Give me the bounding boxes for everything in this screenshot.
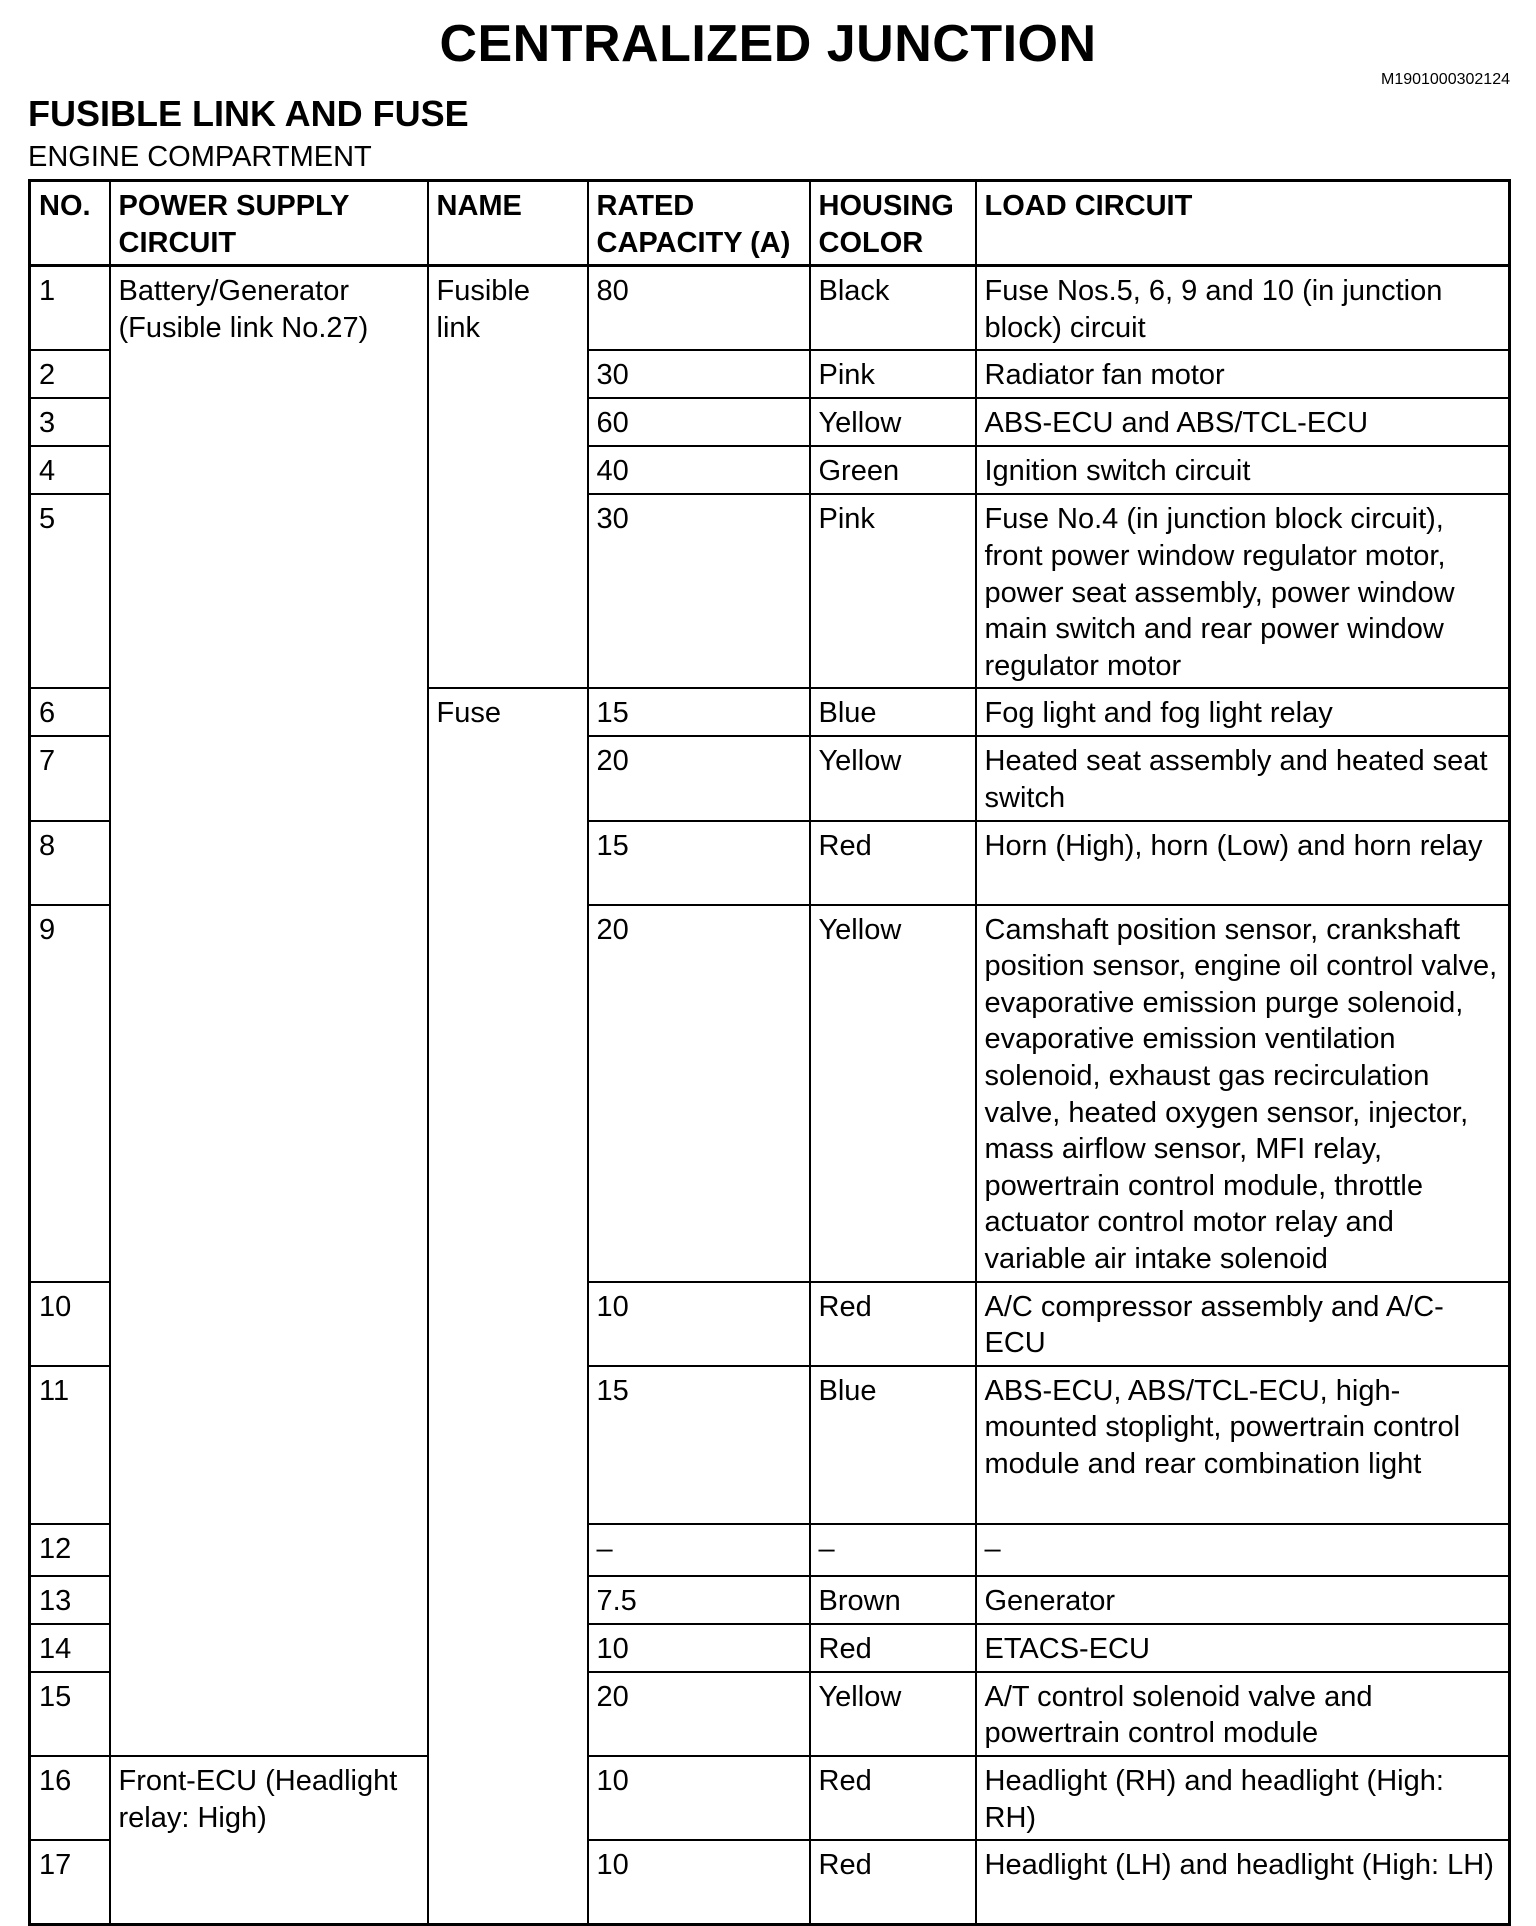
housing-color-cell: Pink	[810, 494, 976, 688]
document-id: M1901000302124	[1380, 71, 1510, 88]
load-circuit-cell: Generator	[976, 1576, 1510, 1624]
row-no: 10	[30, 1282, 110, 1366]
row-no: 14	[30, 1624, 110, 1672]
page-title: CENTRALIZED JUNCTION	[439, 15, 1097, 73]
load-circuit-cell: Fog light and fog light relay	[976, 688, 1510, 736]
power-supply-circuit-cell: Battery/Generator (Fusible link No.27)	[110, 266, 428, 1756]
table-header-row	[30, 181, 1510, 266]
row-no: 17	[30, 1840, 110, 1924]
column-header-name: NAME	[428, 181, 588, 266]
rated-capacity-cell: 40	[588, 446, 810, 494]
housing-color-cell: Yellow	[810, 398, 976, 446]
row-no: 1	[30, 266, 110, 351]
load-circuit-cell: A/T control solenoid valve and powertrain control module	[976, 1672, 1510, 1756]
housing-color-cell: Yellow	[810, 905, 976, 1282]
row-no: 13	[30, 1576, 110, 1624]
row-no: 5	[30, 494, 110, 688]
row-no: 9	[30, 905, 110, 1282]
load-circuit-cell: Ignition switch circuit	[976, 446, 1510, 494]
rated-capacity-cell: 15	[588, 821, 810, 905]
housing-color-cell: Blue	[810, 688, 976, 736]
housing-color-cell: –	[810, 1524, 976, 1576]
section-title: FUSIBLE LINK AND FUSE	[28, 93, 469, 134]
row-no: 15	[30, 1672, 110, 1756]
housing-color-cell: Red	[810, 1282, 976, 1366]
housing-color-cell: Yellow	[810, 736, 976, 820]
housing-color-cell: Pink	[810, 350, 976, 398]
housing-color-cell: Yellow	[810, 1672, 976, 1756]
rated-capacity-cell: 7.5	[588, 1576, 810, 1624]
load-circuit-cell: ETACS-ECU	[976, 1624, 1510, 1672]
rated-capacity-cell: –	[588, 1524, 810, 1576]
housing-color-cell: Red	[810, 821, 976, 905]
row-no: 16	[30, 1756, 110, 1840]
rated-capacity-cell: 10	[588, 1840, 810, 1924]
load-circuit-cell: –	[976, 1524, 1510, 1576]
load-circuit-cell: ABS-ECU, ABS/TCL-ECU, high-mounted stoplight, powertrain control module and rear combination light	[976, 1366, 1510, 1524]
housing-color-cell: Black	[810, 266, 976, 351]
rated-capacity-cell: 60	[588, 398, 810, 446]
column-header-no: NO.	[30, 181, 110, 266]
column-header-power-supply-circuit: POWER SUPPLY CIRCUIT	[110, 181, 428, 266]
load-circuit-cell: Fuse No.4 (in junction block circuit), front power window regulator motor, power seat assembly, power window main switch and rear power window regulator motor	[976, 494, 1510, 688]
load-circuit-cell: ABS-ECU and ABS/TCL-ECU	[976, 398, 1510, 446]
rated-capacity-cell: 30	[588, 494, 810, 688]
load-circuit-cell: A/C compressor assembly and A/C-ECU	[976, 1282, 1510, 1366]
load-circuit-cell: Camshaft position sensor, crankshaft position sensor, engine oil control valve, evaporative emission purge solenoid, evaporative emission ventilation solenoid, exhaust gas recirculation valve, heated oxygen sensor, injector, mass airflow sensor, MFI relay, powertrain control module, throttle actuator control motor relay and variable air intake solenoid	[976, 905, 1510, 1282]
housing-color-cell: Blue	[810, 1366, 976, 1524]
row-no: 7	[30, 736, 110, 820]
subsection-title: ENGINE COMPARTMENT	[28, 141, 372, 173]
power-supply-circuit-cell: Front-ECU (Headlight relay: High)	[110, 1756, 428, 1924]
rated-capacity-cell: 80	[588, 266, 810, 351]
row-no: 12	[30, 1524, 110, 1576]
rated-capacity-cell: 10	[588, 1756, 810, 1840]
row-no: 6	[30, 688, 110, 736]
row-no: 2	[30, 350, 110, 398]
name-cell: Fusible link	[428, 266, 588, 689]
rated-capacity-cell: 15	[588, 688, 810, 736]
rated-capacity-cell: 20	[588, 905, 810, 1282]
load-circuit-cell: Radiator fan motor	[976, 350, 1510, 398]
rated-capacity-cell: 20	[588, 1672, 810, 1756]
table-row	[30, 1756, 1510, 1840]
load-circuit-cell: Headlight (LH) and headlight (High: LH)	[976, 1840, 1510, 1924]
name-cell: Fuse	[428, 688, 588, 1924]
row-no: 11	[30, 1366, 110, 1524]
column-header-load-circuit: LOAD CIRCUIT	[976, 181, 1510, 266]
row-no: 3	[30, 398, 110, 446]
load-circuit-cell: Heated seat assembly and heated seat switch	[976, 736, 1510, 820]
load-circuit-cell: Headlight (RH) and headlight (High: RH)	[976, 1756, 1510, 1840]
column-header-housing-color: HOUSING COLOR	[810, 181, 976, 266]
table-row	[30, 266, 1510, 351]
column-header-rated-capacity: RATED CAPACITY (A)	[588, 181, 810, 266]
rated-capacity-cell: 15	[588, 1366, 810, 1524]
housing-color-cell: Red	[810, 1756, 976, 1840]
rated-capacity-cell: 20	[588, 736, 810, 820]
housing-color-cell: Green	[810, 446, 976, 494]
housing-color-cell: Red	[810, 1624, 976, 1672]
load-circuit-cell: Horn (High), horn (Low) and horn relay	[976, 821, 1510, 905]
fuse-table	[28, 179, 1511, 1926]
row-no: 4	[30, 446, 110, 494]
rated-capacity-cell: 30	[588, 350, 810, 398]
row-no: 8	[30, 821, 110, 905]
rated-capacity-cell: 10	[588, 1282, 810, 1366]
load-circuit-cell: Fuse Nos.5, 6, 9 and 10 (in junction block) circuit	[976, 266, 1510, 351]
housing-color-cell: Brown	[810, 1576, 976, 1624]
rated-capacity-cell: 10	[588, 1624, 810, 1672]
housing-color-cell: Red	[810, 1840, 976, 1924]
